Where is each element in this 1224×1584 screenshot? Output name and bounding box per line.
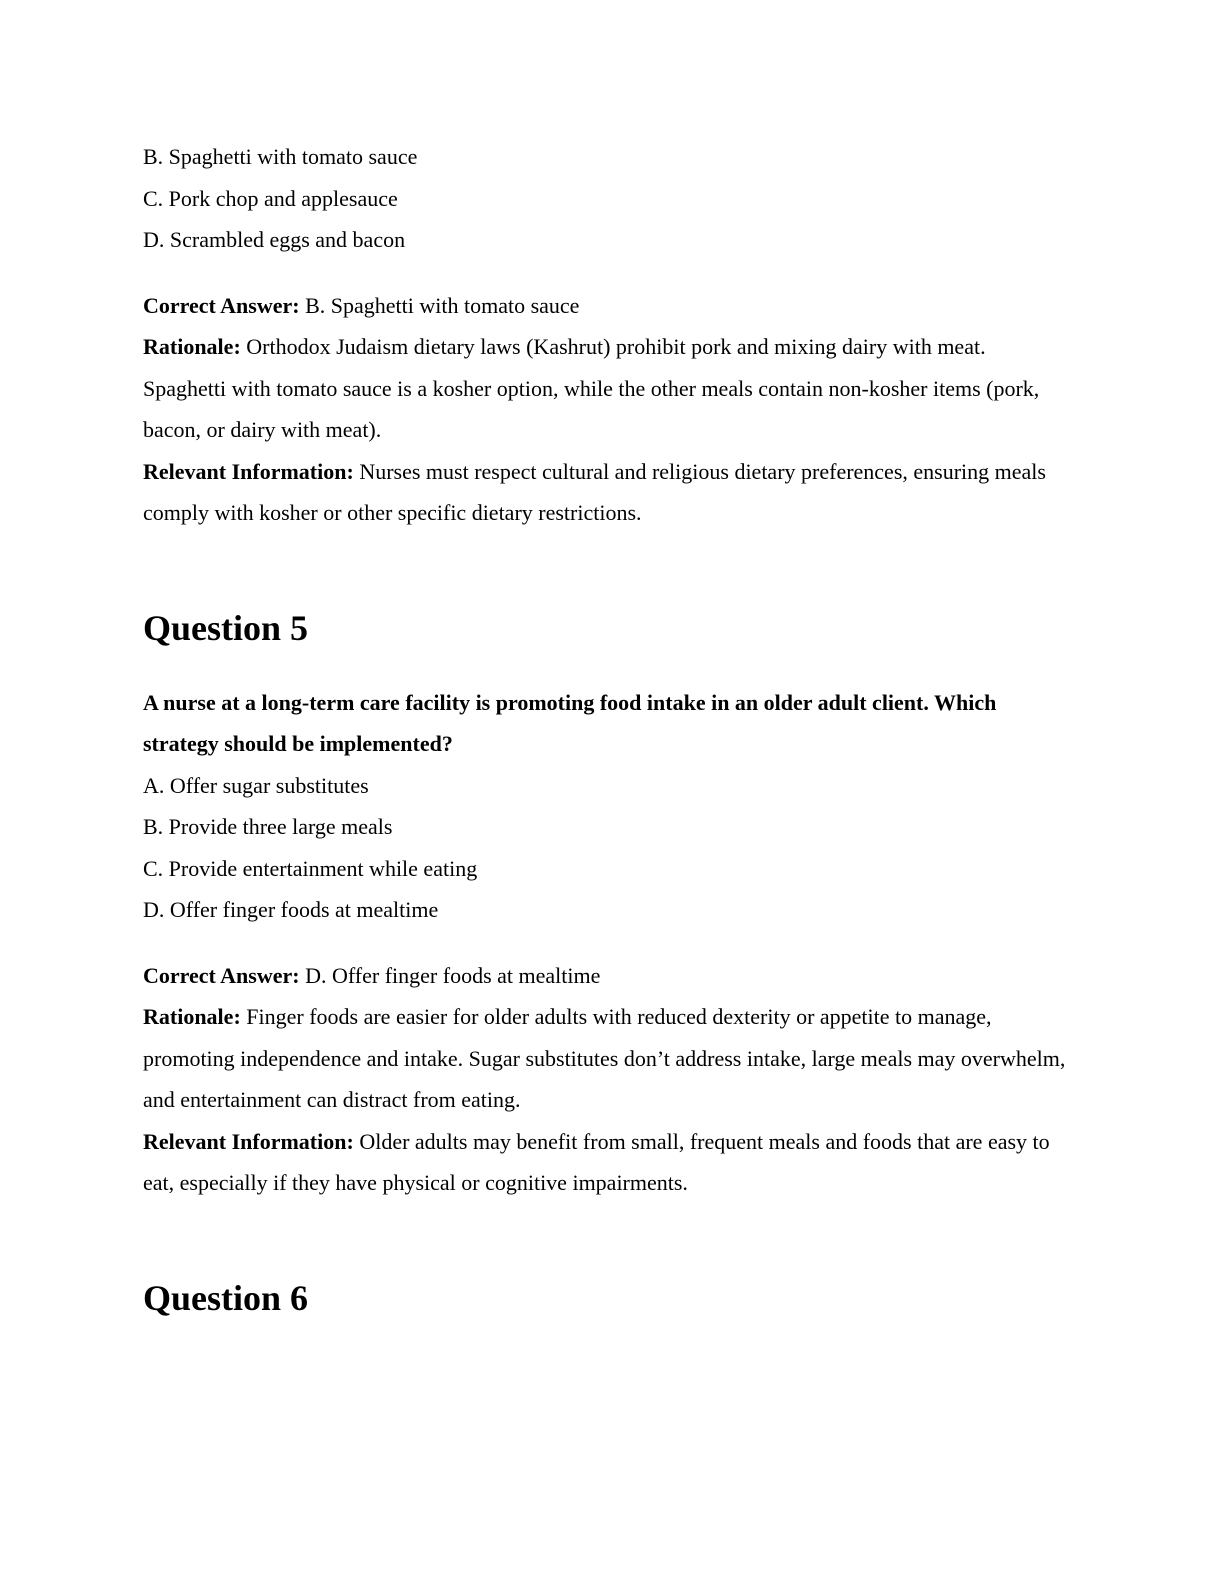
q4-option-d: D. Scrambled eggs and bacon (143, 227, 406, 252)
q5-correct-answer-label: Correct Answer: (143, 962, 300, 988)
q5-option-a: A. Offer sugar substitutes (143, 772, 369, 798)
q4-correct-answer-label: Correct Answer: (143, 292, 300, 318)
q4-relevant-info-label: Relevant Information: (143, 458, 354, 484)
question-6-title: Question 6 (143, 1277, 309, 1318)
q5-rationale-text: Finger foods are easier for older adults with reduced dexterity or appetite to manage, promoting independence and intake. Sugar substitutes don’t address intake, large meals may overwhelm, and entertainment can distract from eating. (143, 1004, 1066, 1112)
q5-relevant-info (143, 1121, 1073, 1204)
q5-option-d: D. Offer finger foods at mealtime (143, 897, 439, 922)
q5-relevant-info-text: Older adults may benefit from small, frequent meals and foods that are easy to eat, especially if they have physical or cognitive impairments. (143, 1128, 1050, 1195)
q5-prompt: A nurse at a long-term care facility is promoting food intake in an older adult client. Which strategy should be implemented? (143, 689, 997, 756)
q4-correct-answer (143, 285, 1073, 327)
q4-option-c: C. Pork chop and applesauce (143, 185, 398, 211)
q4-relevant-info-text: Nurses must respect cultural and religious dietary preferences, ensuring meals comply with kosher or other specific dietary restrictions. (143, 458, 1046, 525)
q5-relevant-info-label: Relevant Information: (143, 1128, 354, 1154)
q5-option-c: C. Provide entertainment while eating (143, 855, 478, 881)
q4-rationale-text: Orthodox Judaism dietary laws (Kashrut) prohibit pork and mixing dairy with meat. Spaghetti with tomato sauce is a kosher option, while the other meals contain non-kosher items (pork, bacon, or dairy with meat). (143, 334, 1040, 442)
document-page (143, 136, 1073, 1322)
q5-option-b: B. Provide three large meals (143, 814, 393, 839)
q4-option-b: B. Spaghetti with tomato sauce (143, 144, 418, 169)
q5-rationale-label: Rationale: (143, 1004, 241, 1029)
q5-correct-answer (143, 955, 1073, 997)
q4-relevant-info (143, 451, 1073, 534)
q4-rationale (143, 326, 1073, 451)
q4-rationale-label: Rationale: (143, 334, 241, 359)
question-5-title: Question 5 (143, 607, 309, 648)
q5-rationale (143, 996, 1073, 1121)
q5-correct-answer-text: D. Offer finger foods at mealtime (299, 962, 601, 988)
q4-correct-answer-text: B. Spaghetti with tomato sauce (299, 292, 580, 318)
